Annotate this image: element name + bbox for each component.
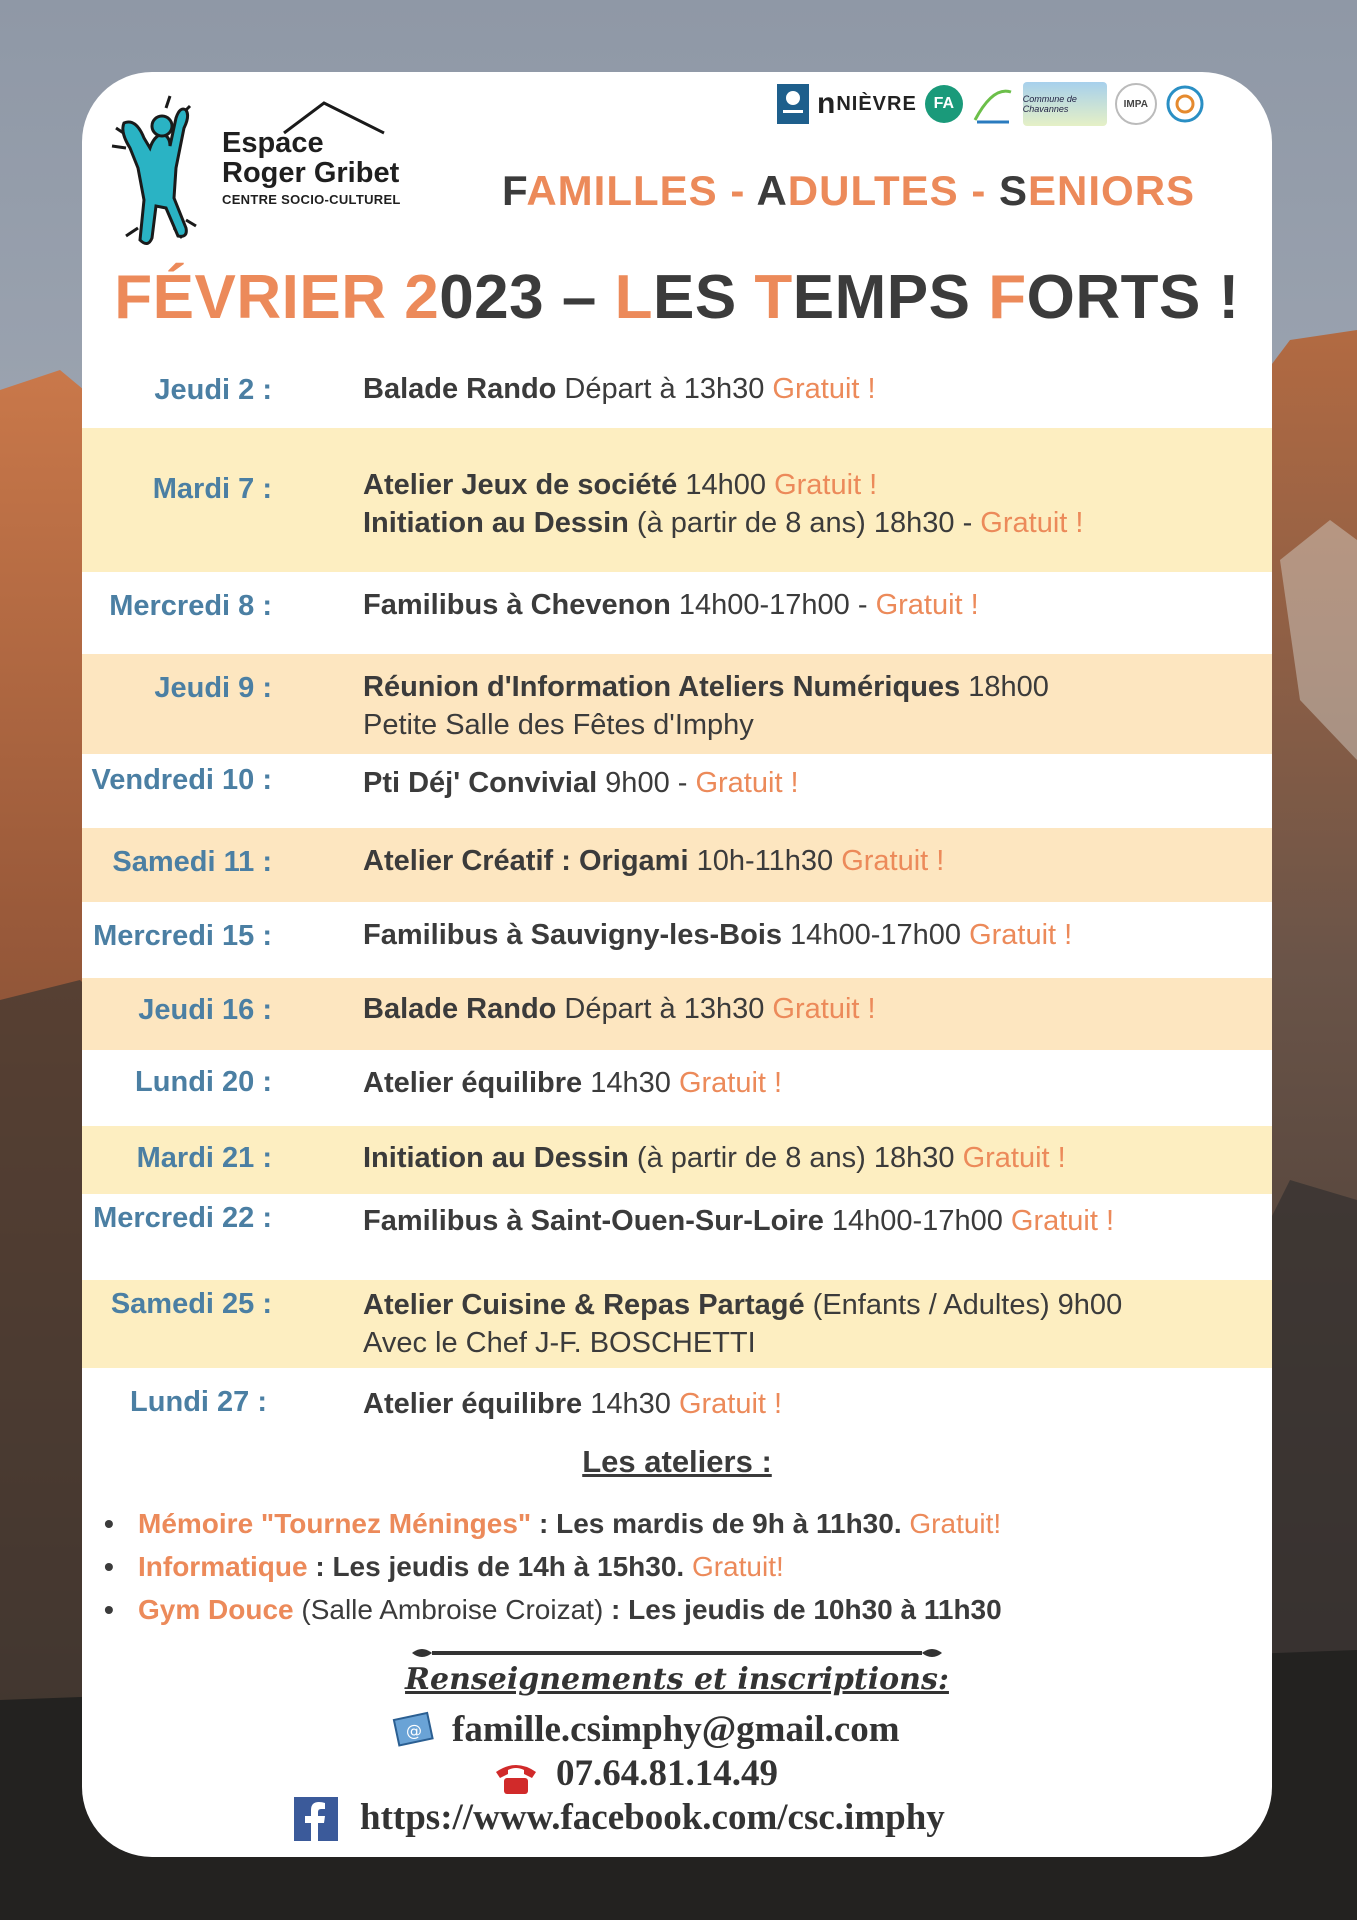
event-day: Jeudi 9 :: [154, 672, 272, 704]
org-tagline: CENTRE SOCIO-CULTUREL: [222, 192, 401, 207]
svg-text:@: @: [406, 1721, 422, 1740]
event-day: Mercredi 22 :: [93, 1202, 272, 1234]
event-row-samedi-25: [82, 1280, 1272, 1368]
list-item: • Gym Douce (Salle Ambroise Croizat) : Les jeudis de 10h30 à 11h30: [104, 1594, 1002, 1625]
event-text: Balade Rando Départ à 13h30 Gratuit !: [363, 373, 876, 405]
event-text: Atelier Jeux de société 14h00 Gratuit !: [363, 469, 878, 501]
event-text: Pti Déj' Convivial 9h00 - Gratuit !: [363, 767, 799, 799]
event-text: Balade Rando Départ à 13h30 Gratuit !: [363, 993, 876, 1025]
event-day: Jeudi 2 :: [154, 374, 272, 406]
event-row-jeudi-16: [82, 978, 1272, 1050]
espace-roger-gribet-logo: [104, 88, 414, 258]
contact-heading: Renseignements et inscriptions:: [405, 1662, 949, 1697]
list-item: • Informatique : Les jeudis de 14h à 15h30. Gratuit!: [104, 1551, 784, 1582]
event-day: Lundi 20 :: [135, 1066, 272, 1098]
email-icon: [392, 1706, 436, 1750]
email-link[interactable]: famille.csimphy@gmail.com: [452, 1709, 900, 1750]
page-title: FÉVRIER 2023 – LES TEMPS FORTS !: [114, 263, 1240, 332]
org-name-line2: Roger Gribet: [222, 157, 400, 189]
event-text: Atelier Cuisine & Repas Partagé (Enfants / Adultes) 9h00: [363, 1289, 1123, 1321]
caf-logo: [777, 82, 809, 126]
audience-subtitle: FAMILLES - ADULTES - SENIORS: [502, 167, 1196, 214]
facebook-icon: [294, 1797, 338, 1841]
event-row-lundi-27: [82, 1370, 1272, 1430]
event-text: Initiation au Dessin (à partir de 8 ans) 18h30 Gratuit !: [363, 1142, 1066, 1174]
fa-logo: FA: [925, 82, 963, 126]
event-text: Atelier équilibre 14h30 Gratuit !: [363, 1067, 783, 1099]
event-row-jeudi-2: [82, 362, 1272, 422]
figure-icon: [104, 88, 224, 258]
event-text: Réunion d'Information Ateliers Numériques 18h00: [363, 671, 1049, 703]
event-text: Atelier équilibre 14h30 Gratuit !: [363, 1388, 783, 1420]
event-day: Samedi 25 :: [110, 1288, 272, 1320]
event-day: Lundi 27 :: [130, 1386, 267, 1418]
event-row-lundi-20: [82, 1050, 1272, 1126]
event-text: Familibus à Chevenon 14h00-17h00 - Gratuit !: [363, 589, 979, 621]
event-day: Mardi 7 :: [152, 473, 272, 505]
ornament-divider: [412, 1643, 942, 1663]
event-row-vendredi-10: [82, 756, 1272, 826]
ville-imphy-logo: [971, 82, 1015, 126]
event-day: Mardi 21 :: [136, 1142, 272, 1174]
event-row-mercredi-15: [82, 902, 1272, 976]
event-row-samedi-11: [82, 828, 1272, 902]
event-day: Mercredi 8 :: [109, 590, 272, 622]
event-text: Atelier Créatif : Origami 10h-11h30 Gratuit !: [363, 845, 945, 877]
list-item: • Mémoire "Tournez Méninges" : Les mardis de 9h à 11h30. Gratuit!: [104, 1508, 1002, 1539]
phone-icon: [492, 1758, 540, 1796]
impa-logo: IMPA: [1115, 82, 1157, 126]
event-row-jeudi-9: [82, 654, 1272, 754]
poster-card: [82, 72, 1272, 1857]
event-text-2: Initiation au Dessin (à partir de 8 ans) 18h30 - Gratuit !: [363, 507, 1084, 539]
event-day: Mercredi 15 :: [93, 920, 272, 952]
phone-number[interactable]: 07.64.81.14.49: [556, 1753, 778, 1794]
event-day: Jeudi 16 :: [138, 994, 272, 1026]
event-row-mardi-21: [82, 1126, 1272, 1194]
event-day: Samedi 11 :: [112, 846, 272, 878]
nievre-logo: n NIÈVRE: [817, 87, 917, 120]
event-text-2: Petite Salle des Fêtes d'Imphy: [363, 709, 754, 741]
org-name-line1: Espace: [222, 127, 324, 159]
event-day: Vendredi 10 :: [91, 764, 272, 796]
partner-logos: [777, 82, 1205, 126]
event-row-mercredi-8: [82, 572, 1272, 652]
chavannes-logo: Commune de Chavannes: [1023, 82, 1107, 126]
event-text: Familibus à Saint-Ouen-Sur-Loire 14h00-17h00 Gratuit !: [363, 1205, 1115, 1237]
ateliers-list: [104, 1502, 1002, 1631]
event-row-mardi-7: [82, 428, 1272, 572]
event-text: Familibus à Sauvigny-les-Bois 14h00-17h00 Gratuit !: [363, 919, 1073, 951]
ateliers-heading: Les ateliers :: [582, 1444, 772, 1479]
facebook-link[interactable]: https://www.facebook.com/csc.imphy: [360, 1797, 945, 1838]
event-text-2: Avec le Chef J-F. BOSCHETTI: [363, 1327, 756, 1359]
event-row-mercredi-22: [82, 1194, 1272, 1268]
label-logo: [1165, 82, 1205, 126]
